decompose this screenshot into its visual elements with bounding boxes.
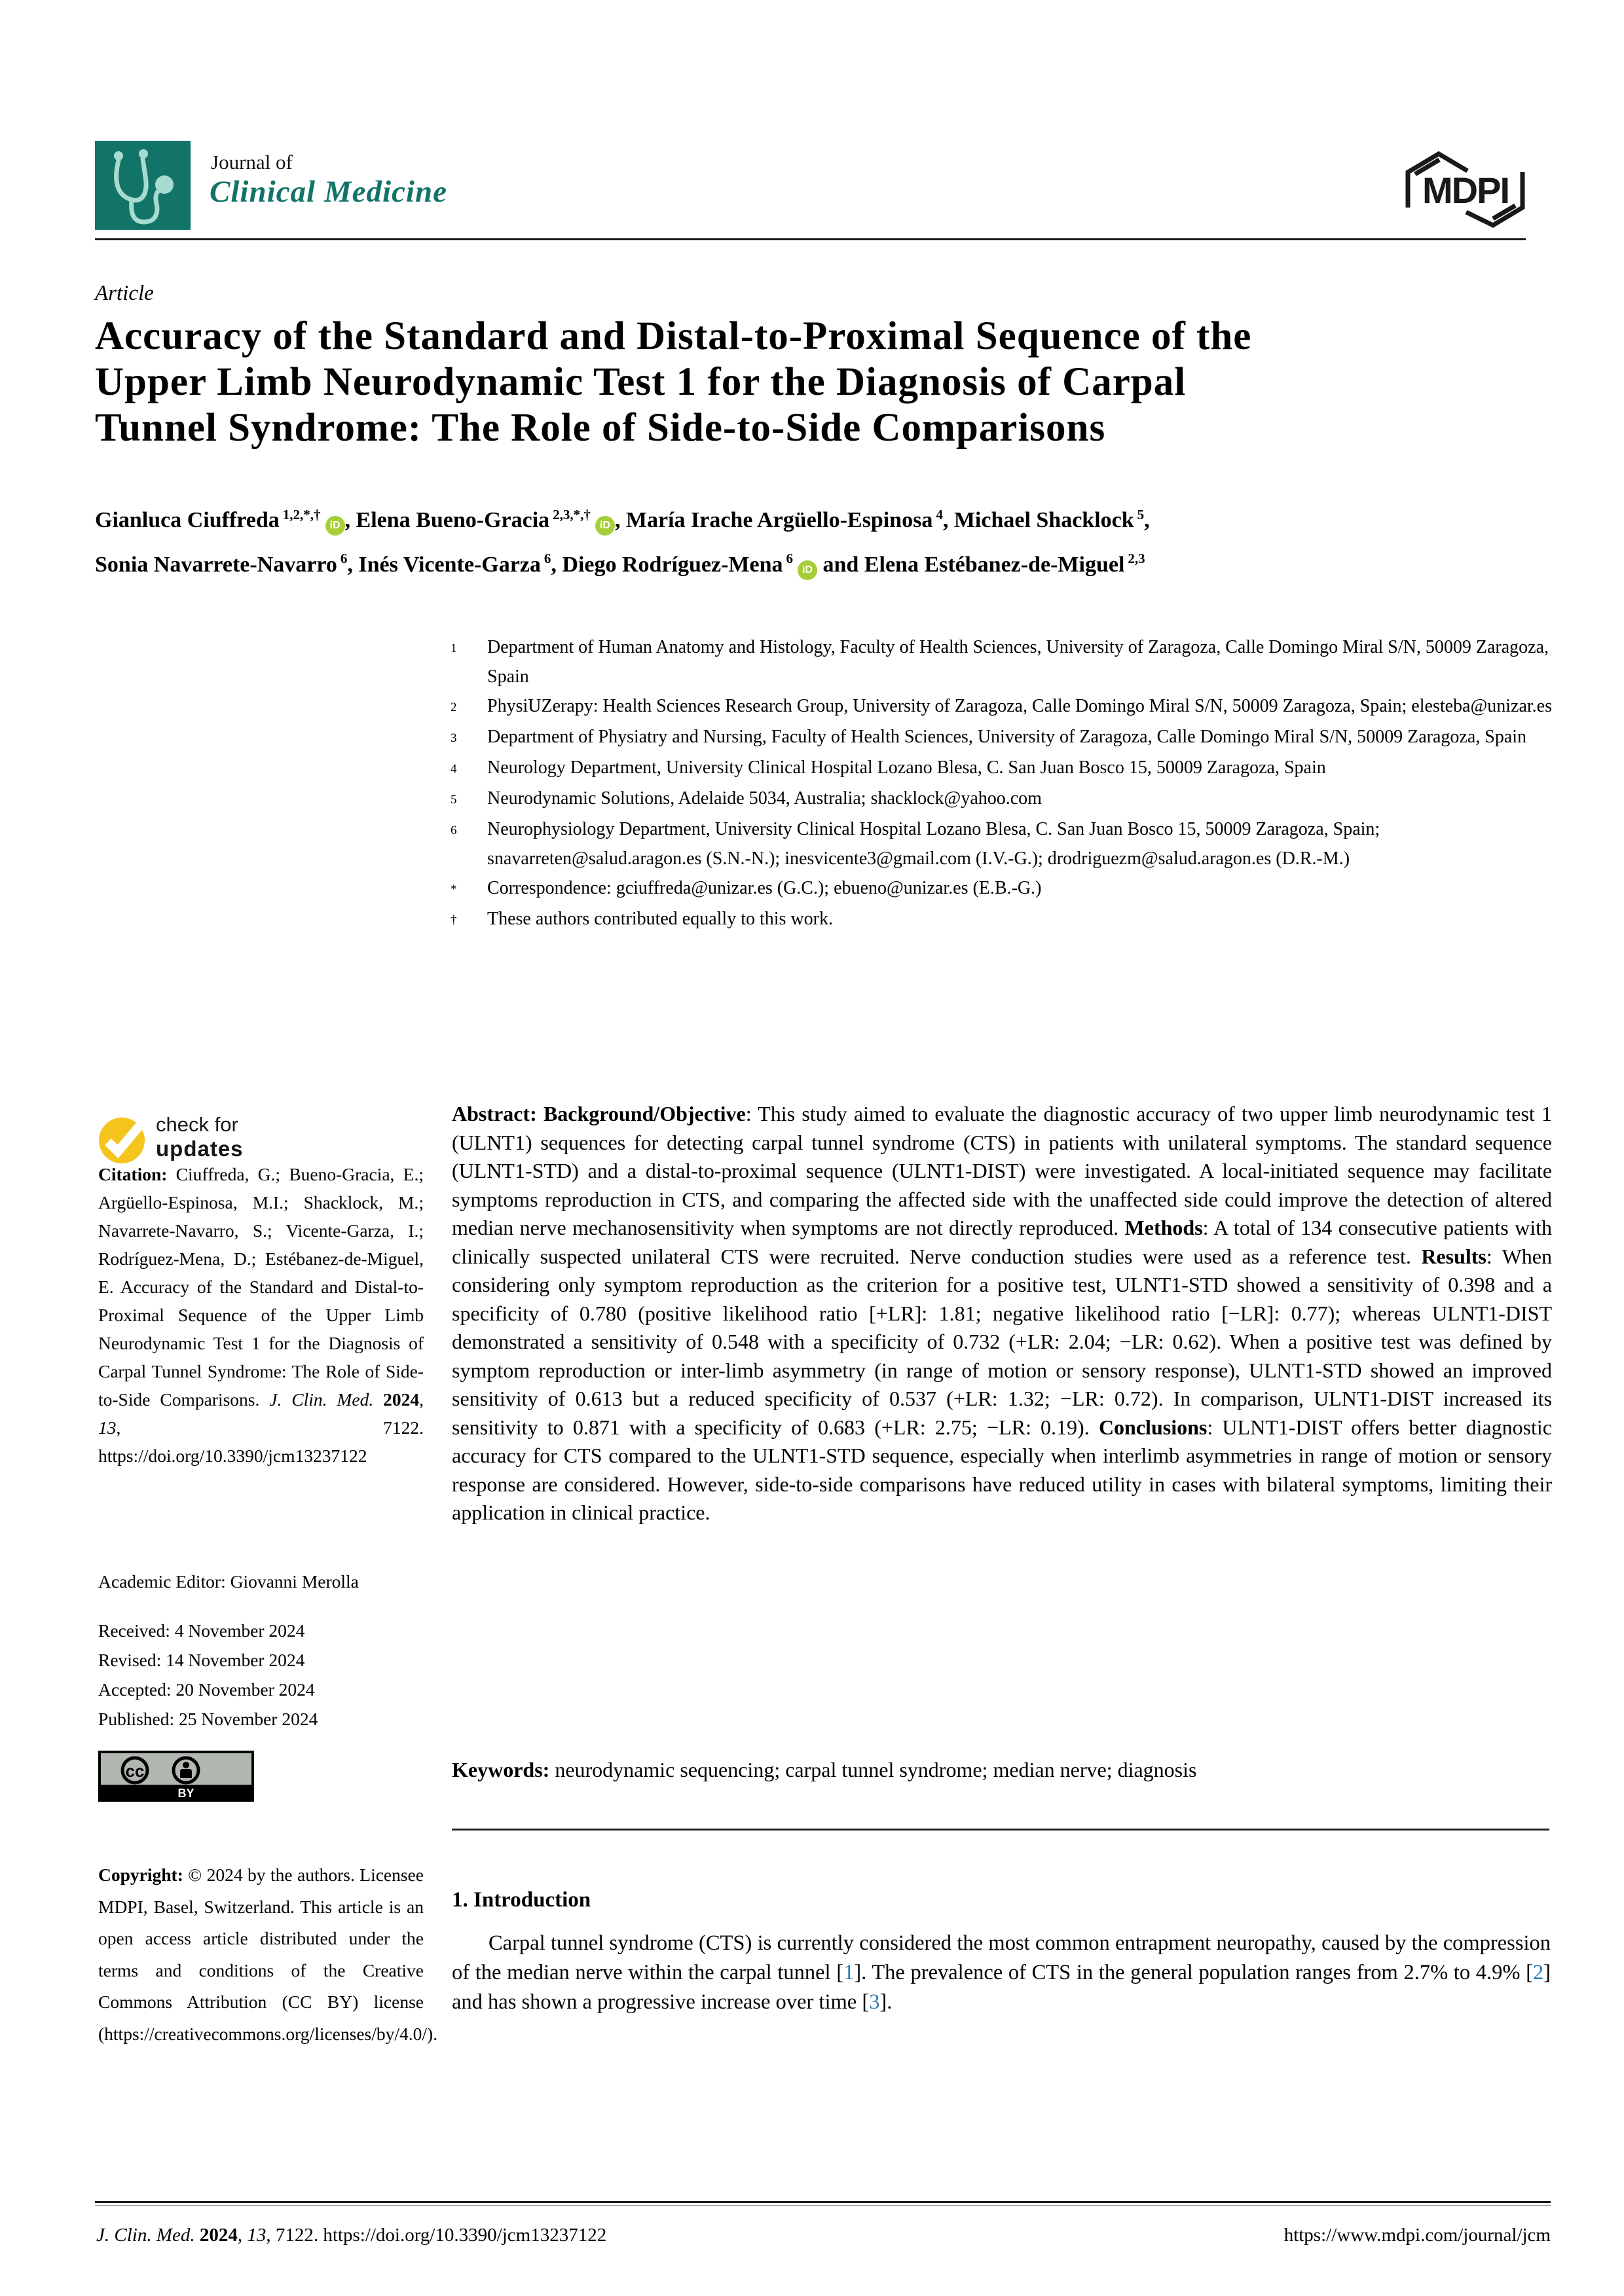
introduction-paragraph: Carpal tunnel syndrome (CTS) is currently considered the most common entrapment neuropathy, caused by the compression of the median nerve within the carpal tunnel [1]. The prevalence of CTS in the general population ranges from 2.7% to 4.9% [2] and has shown a progressive increase over time [3]. xyxy=(452,1931,1551,2014)
stethoscope-icon xyxy=(95,141,191,230)
footer-rule xyxy=(95,2201,1551,2203)
received-date: Received: 4 November 2024 xyxy=(98,1620,305,1641)
author: Sonia Navarrete-Navarro $^6$, xyxy=(95,551,359,577)
section-heading-introduction: 1. Introduction xyxy=(452,1888,591,1912)
author: Gianluca Ciuffreda $^{1,2,*,\dagger}$iD , xyxy=(95,508,356,532)
author-affil-marks: 1,2,*,† xyxy=(282,507,321,522)
author: María Irache Argüello-Espinosa $^4$, xyxy=(625,507,954,533)
footer-citation: J. Clin. Med. 2024, 13, 7122. https://doi.org/10.3390/jcm13237122 xyxy=(96,2225,607,2246)
results-label: Results xyxy=(1421,1244,1486,1268)
copyright-notice: Copyright: © 2024 by the authors. Licensee MDPI, Basel, Switzerland. This article is an open access article distributed under the terms and conditions of the Creative Commons Attribution (CC BY) license (https://creativecommons.org/licenses/by/4.0/). xyxy=(98,1865,438,2044)
affiliation-text: Neurodynamic Solutions, Adelaide 5034, Australia; shacklock@yahoo.com xyxy=(487,788,1042,809)
footer-doi-link[interactable]: , 7122. https://doi.org/10.3390/jcm13237122 xyxy=(266,2225,607,2246)
affiliation-row xyxy=(451,784,1557,814)
author-line-1 xyxy=(95,496,1575,539)
header-rule xyxy=(95,238,1526,240)
academic-editor: Academic Editor: Giovanni Merolla xyxy=(98,1571,359,1592)
methods-label: Methods xyxy=(1124,1216,1203,1239)
revised-date: Revised: 14 November 2024 xyxy=(98,1650,305,1670)
affiliation-row xyxy=(451,691,1557,722)
author-affil-marks: 5 xyxy=(1137,507,1145,522)
keywords-label: Keywords: xyxy=(452,1758,550,1781)
by-label: BY xyxy=(177,1787,194,1800)
affiliation-number: 6 xyxy=(451,824,457,837)
affiliation-number: 2 xyxy=(451,701,457,714)
affiliation-number: 5 xyxy=(451,793,457,807)
author-affil-marks: 4 xyxy=(936,507,943,522)
conclusions-label: Conclusions xyxy=(1098,1415,1208,1439)
author-affil-marks: 6 xyxy=(340,551,348,567)
author-affil-marks: 2,3 xyxy=(1128,551,1145,567)
author: Diego Rodríguez-Mena $^6$iD and xyxy=(562,553,864,577)
check-for-updates-text: check for updates xyxy=(156,1113,244,1161)
affiliation-row xyxy=(451,722,1557,753)
journal-logo xyxy=(95,141,191,230)
abstract-label: Abstract: Background/Objective xyxy=(452,1102,746,1125)
svg-text:cc: cc xyxy=(125,1761,145,1781)
affiliation-number: † xyxy=(451,913,457,927)
copyright-label: Copyright: xyxy=(98,1865,183,1885)
affiliation-row xyxy=(451,904,1557,935)
affiliation-number: 3 xyxy=(451,731,457,745)
author-line-2 xyxy=(95,539,1575,583)
affiliation-text: Department of Human Anatomy and Histology, Faculty of Health Sciences, University of Zaragoza, Calle Domingo Miral S/N, 50009 Zaragoza, Spain xyxy=(487,637,1549,687)
affiliation-row xyxy=(451,632,1557,691)
affiliation-number: * xyxy=(451,883,457,896)
section-divider xyxy=(452,1829,1549,1831)
title-line-2: Upper Limb Neurodynamic Test 1 for the Diagnosis of Carpal xyxy=(95,360,1187,404)
cc-by-license-badge[interactable] xyxy=(98,1751,254,1802)
affiliations-list xyxy=(451,632,1557,935)
citation-label: Citation: xyxy=(98,1164,168,1184)
affiliation-number: 1 xyxy=(451,642,457,655)
affiliation-text: Department of Physiatry and Nursing, Faculty of Health Sciences, University of Zaragoza, Calle Domingo Miral S/N, 50009 Zaragoza, Spain xyxy=(487,727,1527,747)
affiliation-row xyxy=(451,873,1557,904)
affiliation-number: 4 xyxy=(451,762,457,776)
affiliation-row xyxy=(451,753,1557,784)
author-list xyxy=(95,496,1575,584)
footer-journal-url[interactable]: https://www.mdpi.com/journal/jcm xyxy=(1283,2225,1551,2246)
affiliation-row xyxy=(451,814,1557,873)
journal-prefix: Journal of xyxy=(211,151,293,173)
affiliation-text: Correspondence: gciuffreda@unizar.es (G.C.); ebueno@unizar.es (E.B.-G.) xyxy=(487,878,1042,898)
published-date: Published: 25 November 2024 xyxy=(98,1709,318,1729)
abstract: Abstract: Background/Objective: This study aimed to evaluate the diagnostic accuracy of two upper limb neurodynamic test 1 (ULNT1) sequences for detecting carpal tunnel syndrome (CTS) in patients with unilateral symptoms. The standard sequence (ULNT1-STD) and a distal-to-proximal sequence (ULNT1-DIST) were investigated. A local-initiated sequence may facilitate symptoms reproduction in CTS, and comparing the affected side with the unaffected side could improve the detection of altered median nerve mechanosensitivity when symptoms are not directly reproduced. Methods: A total of 134 consecutive patients with clinically suspected unilateral CTS were recruited. Nerve conduction studies were used as a reference test. Results: When considering only symptom reproduction as the criterion for a positive test, ULNT1-STD showed a sensitivity of 0.398 and a specificity of 0.780 (positive likelihood ratio [+LR]: 1.81; negative likelihood ratio [−LR]: 0.77); whereas ULNT1-DIST demonstrated a sensitivity of 0.548 with a specificity of 0.732 (+LR: 2.04; −LR: 0.62). When a positive test was defined by symptom reproduction or inter-limb asymmetry (in range of motion or sensory response), ULNT1-STD showed an improved sensitivity of 0.613 but a reduced specificity of 0.537 (+LR: 1.32; −LR: 0.72). In comparison, ULNT1-DIST increased its sensitivity to 0.871 with a specificity of 0.683 (+LR: 2.75; −LR: 0.19). Conclusions: ULNT1-DIST offers better diagnostic accuracy for CTS compared to the ULNT1-STD sequence, especially when interlimb asymmetries in range of motion or sensory response are considered. However, side-to-side comparisons have reduced utility in cases with bilateral symptoms, limiting their application in clinical practice. xyxy=(452,1102,1553,1524)
author-affil-marks: 6 xyxy=(544,551,551,567)
author: Inés Vicente-Garza $^6$, xyxy=(358,551,563,577)
footer-rule-shadow xyxy=(95,2205,1551,2206)
reference-link[interactable]: 3 xyxy=(869,1990,880,2014)
author: Michael Shacklock $^5$, xyxy=(953,507,1150,533)
title-line-1: Accuracy of the Standard and Distal-to-Proximal Sequence of the xyxy=(95,314,1252,358)
author: Elena Bueno-Gracia $^{2,3,*,\dagger}$iD , xyxy=(356,508,626,532)
affiliation-text: Neurophysiology Department, University Clinical Hospital Lozano Blesa, C. San Juan Bosco 15, 50009 Zaragoza, Spain; snavarreten@salud.aragon.es (S.N.-N.); inesvicente3@gmail.com (I.V.-G.); drodriguezm@salud.aragon.es (D.R.-M.) xyxy=(487,819,1380,869)
author-affil-marks: 6 xyxy=(786,551,793,567)
page-title xyxy=(95,314,1568,451)
title-line-3: Tunnel Syndrome: The Role of Side-to-Side Comparisons xyxy=(95,406,1106,450)
reference-link[interactable]: 1 xyxy=(843,1961,855,1984)
orcid-icon[interactable]: iD xyxy=(325,516,345,536)
affiliation-text: These authors contributed equally to this work. xyxy=(487,909,833,929)
article-dates xyxy=(98,1616,424,1734)
author-affil-marks: 2,3,*,† xyxy=(553,507,591,522)
journal-name: Clinical Medicine xyxy=(210,175,447,209)
citation-journal: J. Clin. Med. xyxy=(269,1389,384,1410)
orcid-icon[interactable]: iD xyxy=(595,516,615,536)
orcid-icon[interactable]: iD xyxy=(798,560,817,580)
affiliation-text: PhysiUZerapy: Health Sciences Research Group, University of Zaragoza, Calle Domingo Miral S/N, 50009 Zaragoza, Spain; elesteba@unizar.es xyxy=(487,696,1552,716)
reference-link[interactable]: 2 xyxy=(1532,1961,1544,1984)
accepted-date: Accepted: 20 November 2024 xyxy=(98,1679,315,1700)
mdpi-logo xyxy=(1393,139,1578,246)
citation-block: Citation: Ciuffreda, G.; Bueno-Gracia, E.; Argüello-Espinosa, M.I.; Shacklock, M.; Navarrete-Navarro, S.; Vicente-Garza, I.; Rodríguez-Mena, D.; Estébanez-de-Miguel, E. Accuracy of the Standard and Distal-to-Proximal Sequence of the Upper Limb Neurodynamic Test 1 for the Diagnosis of Carpal Tunnel Syndrome: The Role of Side-to-Side Comparisons. J. Clin. Med. 2024, 13, 7122. https://doi.org/10.3390/jcm13237122 xyxy=(98,1164,424,1466)
keywords: Keywords: neurodynamic sequencing; carpal tunnel syndrome; median nerve; diagnosis xyxy=(452,1758,1197,1781)
mdpi-wordmark: MDPI xyxy=(1422,170,1509,211)
affiliation-text: Neurology Department, University Clinical Hospital Lozano Blesa, C. San Juan Bosco 15, 50009 Zaragoza, Spain xyxy=(487,757,1326,778)
article-type-label: Article xyxy=(95,282,154,305)
author: Elena Estébanez-de-Miguel $^{2,3}$ xyxy=(864,551,1145,577)
